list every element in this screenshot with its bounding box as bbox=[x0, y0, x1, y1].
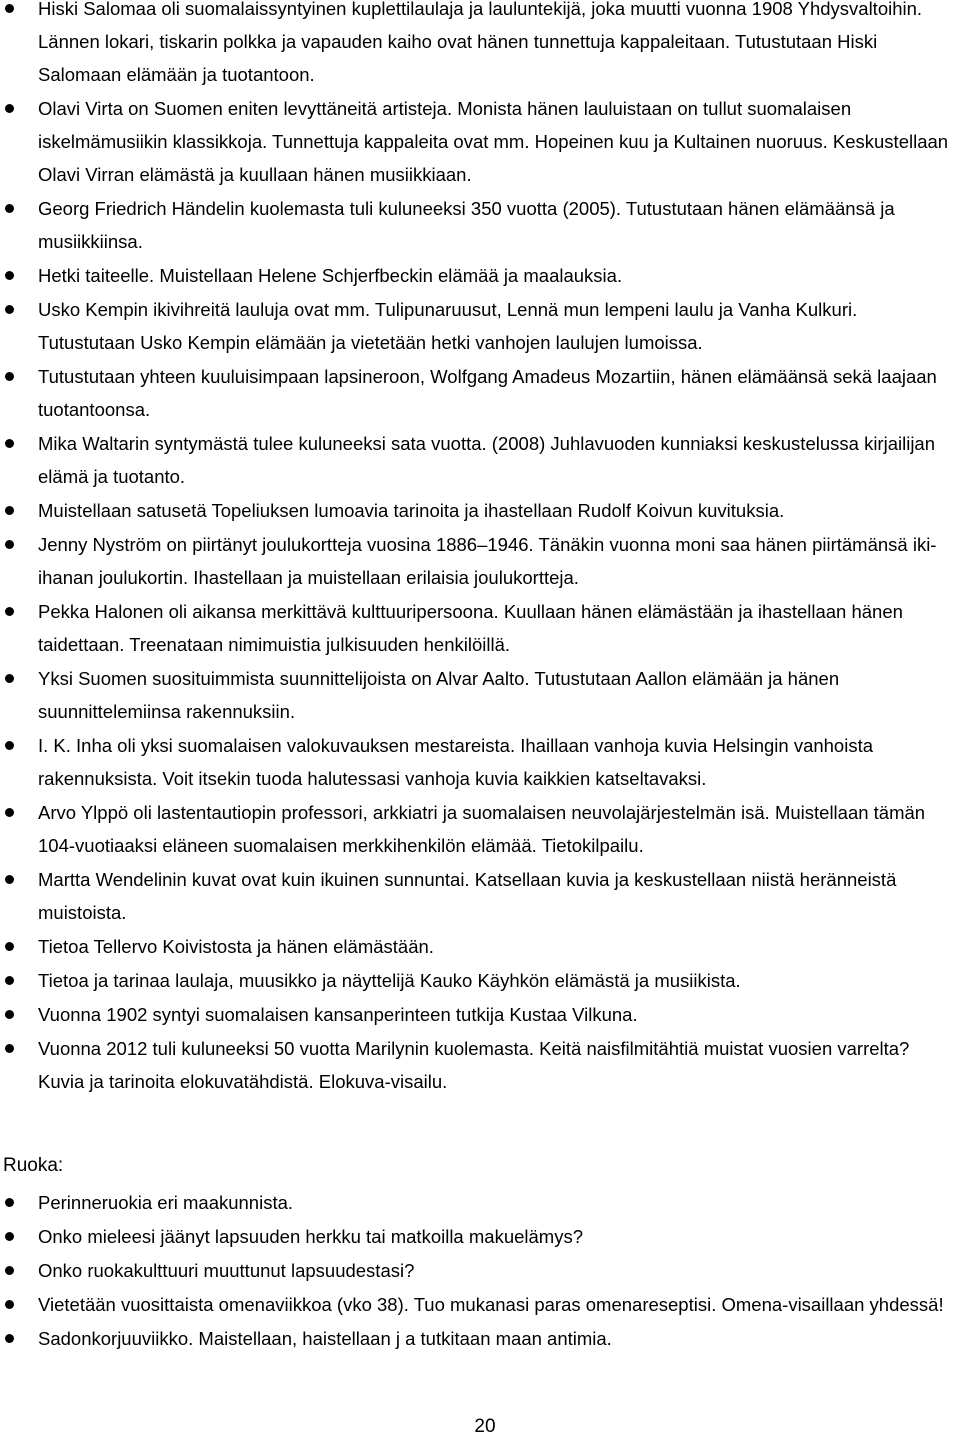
list-item-text: Vuonna 2012 tuli kuluneeksi 50 vuotta Marilynin kuolemasta. Keitä naisfilmitähtiä muistat vuosien varrelta? Kuvia ja tarinoita elokuvatähdistä. Elokuva-visailu. bbox=[38, 1038, 910, 1092]
bullet-icon bbox=[5, 104, 14, 113]
page-number: 20 bbox=[474, 1416, 496, 1437]
list-item-text: Onko mieleesi jäänyt lapsuuden herkku tai matkoilla makuelämys? bbox=[38, 1226, 583, 1247]
list-item-text: Georg Friedrich Händelin kuolemasta tuli kuluneeksi 350 vuotta (2005). Tutustutaan hänen elämäänsä ja musiikkiinsa. bbox=[38, 198, 895, 252]
bullet-icon bbox=[5, 305, 14, 314]
bullet-icon bbox=[5, 439, 14, 448]
list-item-text: Jenny Nyström on piirtänyt joulukortteja vuosina 1886–1946. Tänäkin vuonna moni saa hänen piirtämänsä iki-ihanan joulukortin. Ihastellaan ja muistellaan erilaisia joulukortteja. bbox=[38, 534, 937, 588]
bullet-icon bbox=[5, 506, 14, 515]
list-item bbox=[0, 1032, 950, 1098]
list-item bbox=[0, 192, 950, 258]
list-item-text: Vietetään vuosittaista omenaviikkoa (vko 38). Tuo mukanasi paras omenareseptisi. Omena-visaillaan yhdessä! bbox=[38, 1294, 944, 1315]
bullet-icon bbox=[5, 1044, 14, 1053]
list-item-text: Tietoa Tellervo Koivistosta ja hänen elämästään. bbox=[38, 936, 434, 957]
bullet-icon bbox=[5, 1198, 14, 1207]
list-item-text: Martta Wendelinin kuvat ovat kuin ikuinen sunnuntai. Katsellaan kuvia ja keskustellaan niistä heränneistä muistoista. bbox=[38, 869, 897, 923]
bullet-icon bbox=[5, 875, 14, 884]
list-item bbox=[0, 92, 950, 191]
bullet-icon bbox=[5, 1232, 14, 1241]
bullet-icon bbox=[5, 607, 14, 616]
list-item-text: Onko ruokakulttuuri muuttunut lapsuudestasi? bbox=[38, 1260, 415, 1281]
bullet-icon bbox=[5, 372, 14, 381]
bullet-icon bbox=[5, 741, 14, 750]
list-item bbox=[0, 729, 950, 795]
bullet-icon bbox=[5, 271, 14, 280]
list-item-text: Hiski Salomaa oli suomalaissyntyinen kuplettilaulaja ja lauluntekijä, joka muutti vuonna 1908 Yhdysvaltoihin. Lännen lokari, tiskarin polkka ja vapauden kaiho ovat hänen tunnettuja kappaleitaan. Tutustutaan Hiski Salomaan elämään ja tuotantoon. bbox=[38, 0, 923, 85]
list-item-text: Olavi Virta on Suomen eniten levyttäneitä artisteja. Monista hänen lauluistaan on tullut suomalaisen iskelmämusiikin klassikkoja. Tunnettuja kappaleita ovat mm. Hopeinen kuu ja Kultainen nuoruus. Keskustellaan Olavi Virran elämästä ja kuullaan hänen musiikkiaan. bbox=[38, 98, 949, 185]
list-item-text: Arvo Ylppö oli lastentautiopin professori, arkkiatri ja suomalaisen neuvolajärjestelmän isä. Muistellaan tämän 104-vuotiaaksi eläneen suomalaisen merkkihenkilön elämää. Tietokilpailu. bbox=[38, 802, 926, 856]
list-item bbox=[0, 1220, 950, 1253]
list-item bbox=[0, 930, 950, 963]
bullet-icon bbox=[5, 540, 14, 549]
list-item bbox=[0, 494, 950, 527]
bullet-icon bbox=[5, 808, 14, 817]
list-item-text: Perinneruokia eri maakunnista. bbox=[38, 1192, 294, 1213]
list-item-text: Muistellaan satusetä Topeliuksen lumoavia tarinoita ja ihastellaan Rudolf Koivun kuvituksia. bbox=[38, 500, 785, 521]
list-item bbox=[0, 1254, 950, 1287]
list-item-text: Sadonkorjuuviikko. Maistellaan, haistellaan j a tutkitaan maan antimia. bbox=[38, 1328, 612, 1349]
bullet-icon bbox=[5, 942, 14, 951]
list-item-text: Tietoa ja tarinaa laulaja, muusikko ja näyttelijä Kauko Käyhkön elämästä ja musiikista. bbox=[38, 970, 741, 991]
list-item-text: Tutustutaan yhteen kuuluisimpaan lapsineroon, Wolfgang Amadeus Mozartiin, hänen elämäänsä sekä laajaan tuotantoonsa. bbox=[38, 366, 937, 420]
list-item bbox=[0, 964, 950, 997]
list-item bbox=[0, 528, 950, 594]
list-item bbox=[0, 863, 950, 929]
list-item-text: Pekka Halonen oli aikansa merkittävä kulttuuripersoona. Kuullaan hänen elämästään ja ihastellaan hänen taidettaan. Treenataan nimimuistia julkisuuden henkilöillä. bbox=[38, 601, 903, 655]
list-item bbox=[0, 427, 950, 493]
bullet-icon bbox=[5, 4, 14, 13]
list-item bbox=[0, 1288, 950, 1321]
bullet-icon bbox=[5, 204, 14, 213]
list-item bbox=[0, 1186, 950, 1219]
list-item-text: Vuonna 1902 syntyi suomalaisen kansanperinteen tutkija Kustaa Vilkuna. bbox=[38, 1004, 638, 1025]
list-item bbox=[0, 998, 950, 1031]
bullet-icon bbox=[5, 1266, 14, 1275]
list-item bbox=[0, 0, 950, 91]
list-item-text: Usko Kempin ikivihreitä lauluja ovat mm. Tulipunaruusut, Lennä mun lempeni laulu ja Vanha Kulkuri. Tutustutaan Usko Kempin elämään ja vietetään hetki vanhojen laulujen lumoissa. bbox=[38, 299, 858, 353]
list-item-text: Yksi Suomen suosituimmista suunnittelijoista on Alvar Aalto. Tutustutaan Aallon elämään ja hänen suunnittelemiinsa rakennuksiin. bbox=[38, 668, 840, 722]
list-item bbox=[0, 1322, 950, 1355]
food-section-heading: Ruoka: bbox=[3, 1155, 64, 1176]
bullet-icon bbox=[5, 976, 14, 985]
food-list bbox=[0, 1186, 950, 1356]
bullet-icon bbox=[5, 1010, 14, 1019]
list-item bbox=[0, 595, 950, 661]
list-item bbox=[0, 796, 950, 862]
bullet-icon bbox=[5, 674, 14, 683]
list-item-text: Hetki taiteelle. Muistellaan Helene Schjerfbeckin elämää ja maalauksia. bbox=[38, 265, 623, 286]
list-item bbox=[0, 360, 950, 426]
bullet-icon bbox=[5, 1300, 14, 1309]
list-item bbox=[0, 259, 950, 292]
list-item-text: Mika Waltarin syntymästä tulee kuluneeksi sata vuotta. (2008) Juhlavuoden kunniaksi keskustelussa kirjailijan elämä ja tuotanto. bbox=[38, 433, 936, 487]
list-item bbox=[0, 293, 950, 359]
bullet-icon bbox=[5, 1334, 14, 1343]
list-item bbox=[0, 662, 950, 728]
list-item-text: I. K. Inha oli yksi suomalaisen valokuvauksen mestareista. Ihaillaan vanhoja kuvia Helsingin vanhoista rakennuksista. Voit itsekin tuoda halutessasi vanhoja kuvia kaikkien katseltavaksi. bbox=[38, 735, 874, 789]
